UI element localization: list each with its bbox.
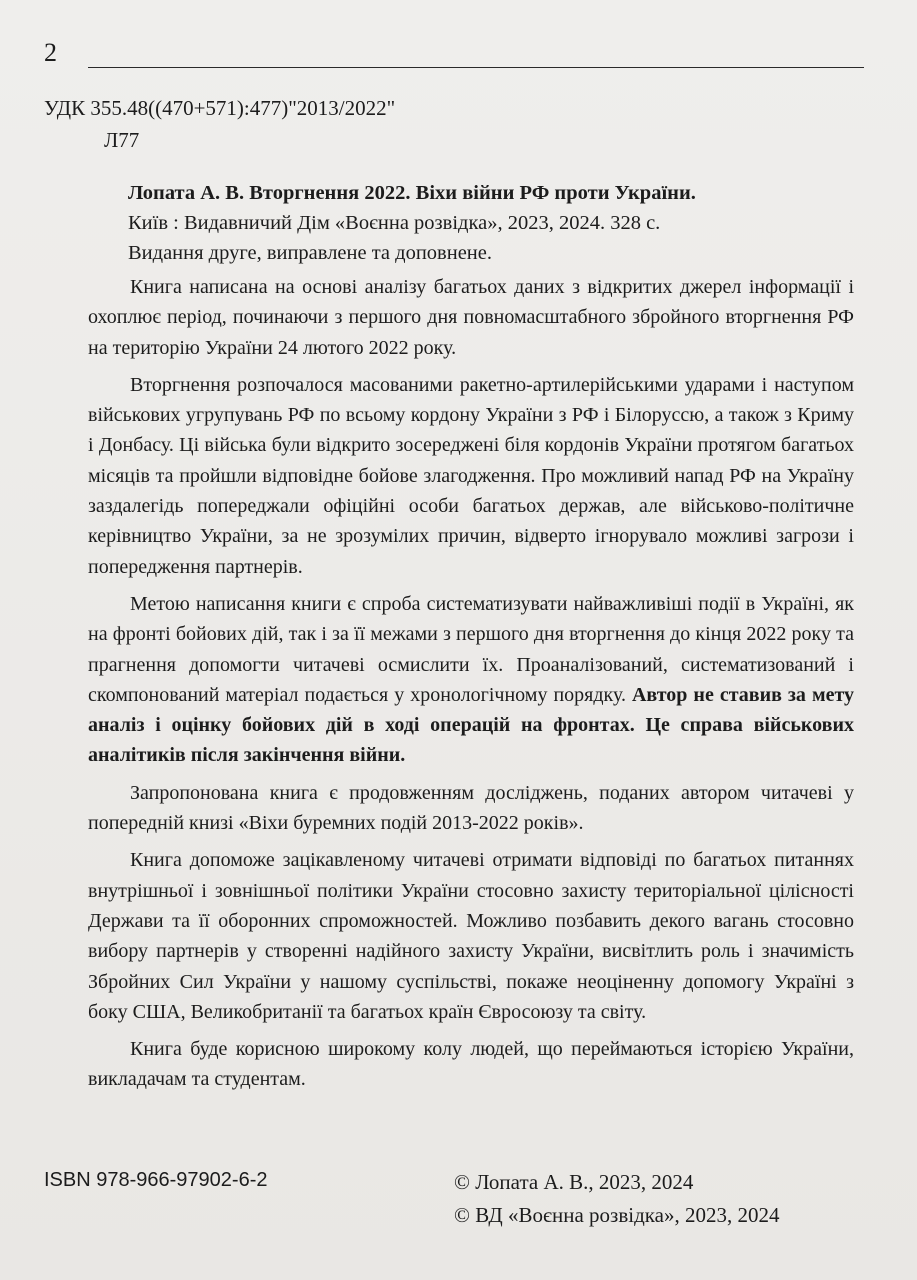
publication-info: Київ : Видавничий Дім «Воєнна розвідка», 2023, 2024. 328 с. <box>128 212 661 234</box>
annotation-paragraph-5: Книга допоможе зацікавленому читачеві отримати відповіді по багатьох питаннях внутрішньої і зовнішньої політики України стосовно захисту територіальної цілісності Держави та її оборонних спроможностей. Можливо позбавить декого вагань стосовно вибору партнерів у створенні надійного захисту України, висвітлить роль і значимість Збройних Сил України у нашому суспільстві, покаже неоціненну допомогу Україні з боку США, Великобританії та багатьох країн Євросоюзу та світу. <box>88 849 854 1023</box>
annotation-paragraph-3 <box>88 589 854 771</box>
copyright-author: © Лопата А. В., 2023, 2024 <box>454 1170 694 1194</box>
annotation-paragraph-3-bold: Автор не ставив за мету аналіз і оцінку бойових дій в ході операцій на фронтах. Це справа військових аналітиків після закінчення війни. <box>88 683 855 767</box>
author-code: Л77 <box>104 128 140 152</box>
annotation <box>88 272 854 1102</box>
header-rule <box>88 67 864 68</box>
isbn: ISBN 978-966-97902-6-2 <box>44 1169 268 1191</box>
edition-note: Видання друге, виправлене та доповнене. <box>128 242 492 264</box>
bibliographic-description <box>128 178 863 268</box>
copyright-publisher: © ВД «Воєнна розвідка», 2023, 2024 <box>454 1203 780 1227</box>
annotation-paragraph-2: Вторгнення розпочалося масованими ракетно-артилерійськими ударами і наступом військових угрупувань РФ по всьому кордону України з РФ і Білоруссю, а також з Криму і Донбасу. Ці війська були відкрито зосереджені біля кордонів України протягом багатьох місяців та пройшли відповідне бойове злагодження. Про можливий напад РФ на Україну заздалегідь попереджали офіційні особи багатьох держав, але військово-політичне керівництво України, за не зрозумілих причин, відверто ігнорувало можливі загрози і попередження партнерів. <box>88 373 854 578</box>
annotation-paragraph-6: Книга буде корисною широкому колу людей, що переймаються історією України, викладачам та студентам. <box>88 1038 854 1091</box>
author-title: Лопата А. В. Вторгнення 2022. Віхи війни РФ проти України. <box>128 182 696 204</box>
annotation-paragraph-1: Книга написана на основі аналізу багатьох даних з відкритих джерел інформації і охоплює період, починаючи з першого дня повномасштабного збройного вторгнення РФ на територію України 24 лютого 2022 року. <box>88 276 854 359</box>
annotation-paragraph-4: Запропонована книга є продовженням досліджень, поданих автором читачеві у попередній книзі «Віхи буремних подій 2013-2022 років». <box>88 781 854 835</box>
udk-code: УДК 355.48((470+571):477)"2013/2022" <box>44 96 396 120</box>
copyright-block <box>454 1166 780 1232</box>
page-number: 2 <box>44 38 57 67</box>
annotation-paragraph-3-text: Метою написання книги є спроба систематизувати найважливіші події в Україні, як на фронті бойових дій, так і за її межами з першого дня вторгнення до кінця 2022 року та прагнення допомогти читачеві осмислити їх. Проаналізований, систематизований і скомпонований матеріал подається у хронологічному порядку. <box>88 592 854 706</box>
